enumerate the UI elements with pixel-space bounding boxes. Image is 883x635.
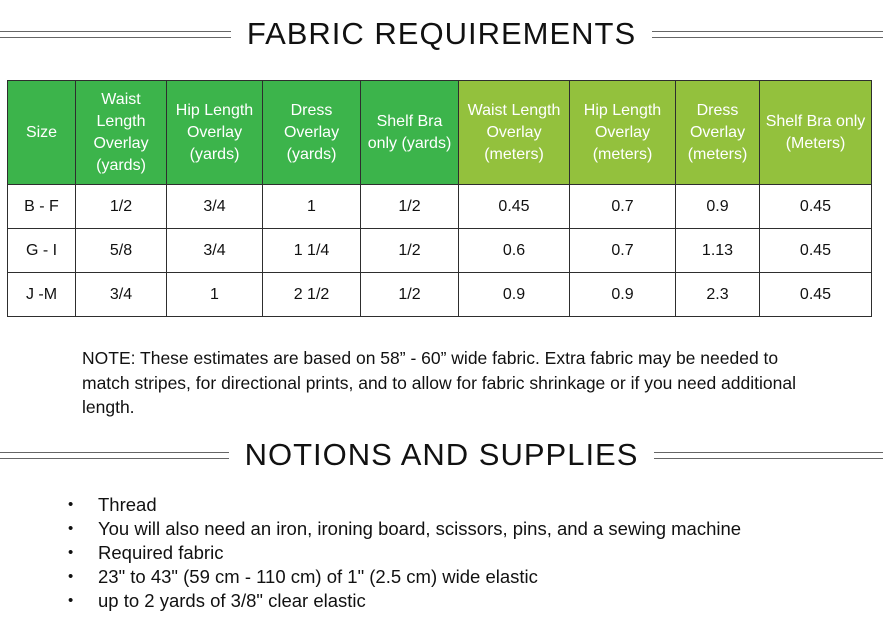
table-cell: 1/2 <box>361 185 459 229</box>
divider-right <box>652 31 883 38</box>
table-cell: 1 1/4 <box>263 229 361 273</box>
bullet-icon: • <box>68 496 74 513</box>
table-cell: 0.9 <box>459 273 570 317</box>
column-header: Hip Length Overlay (meters) <box>570 81 676 185</box>
column-header: Size <box>8 81 76 185</box>
table-cell: 0.7 <box>570 229 676 273</box>
list-item <box>68 565 741 589</box>
notions-header <box>0 437 883 473</box>
table-cell: 0.7 <box>570 185 676 229</box>
list-item <box>68 541 741 565</box>
table-cell: 0.9 <box>570 273 676 317</box>
divider-right <box>654 452 883 459</box>
table-cell: 0.6 <box>459 229 570 273</box>
fabric-requirements-title: FABRIC REQUIREMENTS <box>246 16 637 51</box>
size-cell: J -M <box>8 273 76 317</box>
fabric-requirements-table <box>7 80 872 317</box>
table-cell: 0.45 <box>459 185 570 229</box>
list-item-text: up to 2 yards of 3/8" clear elastic <box>98 590 366 611</box>
table-cell: 1/2 <box>361 273 459 317</box>
column-header: Shelf Bra only (yards) <box>361 81 459 185</box>
size-cell: B - F <box>8 185 76 229</box>
notions-title: NOTIONS AND SUPPLIES <box>244 437 639 472</box>
fabric-requirements-header <box>0 16 883 52</box>
list-item-text: You will also need an iron, ironing board, scissors, pins, and a sewing machine <box>98 518 742 539</box>
table-header-row <box>8 81 872 185</box>
table-cell: 1/2 <box>76 185 167 229</box>
list-item-text: Required fabric <box>98 542 224 563</box>
column-header: Shelf Bra only (Meters) <box>760 81 872 185</box>
list-item-text: Thread <box>98 494 157 515</box>
table-cell: 1 <box>167 273 263 317</box>
table-cell: 1 <box>263 185 361 229</box>
table-cell: 3/4 <box>167 229 263 273</box>
table-cell: 3/4 <box>76 273 167 317</box>
column-header: Waist Length Overlay (meters) <box>459 81 570 185</box>
column-header: Dress Overlay (yards) <box>263 81 361 185</box>
list-item <box>68 589 741 613</box>
table-cell: 1/2 <box>361 229 459 273</box>
table-cell: 5/8 <box>76 229 167 273</box>
table-cell: 2 1/2 <box>263 273 361 317</box>
supplies-list <box>68 493 741 613</box>
table-row <box>8 273 872 317</box>
table-row <box>8 185 872 229</box>
table-cell: 2.3 <box>676 273 760 317</box>
bullet-icon: • <box>68 544 74 561</box>
list-item <box>68 517 741 541</box>
table-cell: 1.13 <box>676 229 760 273</box>
column-header: Waist Length Overlay (yards) <box>76 81 167 185</box>
size-cell: G - I <box>8 229 76 273</box>
table-cell: 0.9 <box>676 185 760 229</box>
table-cell: 0.45 <box>760 273 872 317</box>
table-row <box>8 229 872 273</box>
table-body <box>8 185 872 317</box>
table-cell: 3/4 <box>167 185 263 229</box>
bullet-icon: • <box>68 520 74 537</box>
list-item <box>68 493 741 517</box>
column-header: Dress Overlay (meters) <box>676 81 760 185</box>
table-cell: 0.45 <box>760 229 872 273</box>
table-cell: 0.45 <box>760 185 872 229</box>
divider-left <box>0 31 231 38</box>
bullet-icon: • <box>68 592 74 609</box>
bullet-icon: • <box>68 568 74 585</box>
divider-left <box>0 452 229 459</box>
column-header: Hip Length Overlay (yards) <box>167 81 263 185</box>
fabric-note: NOTE: These estimates are based on 58” - 60” wide fabric. Extra fabric may be needed to match stripes, for directional prints, and to allow for fabric shrinkage or if you need additional length. <box>82 348 796 417</box>
list-item-text: 23" to 43" (59 cm - 110 cm) of 1" (2.5 cm) wide elastic <box>98 566 538 587</box>
